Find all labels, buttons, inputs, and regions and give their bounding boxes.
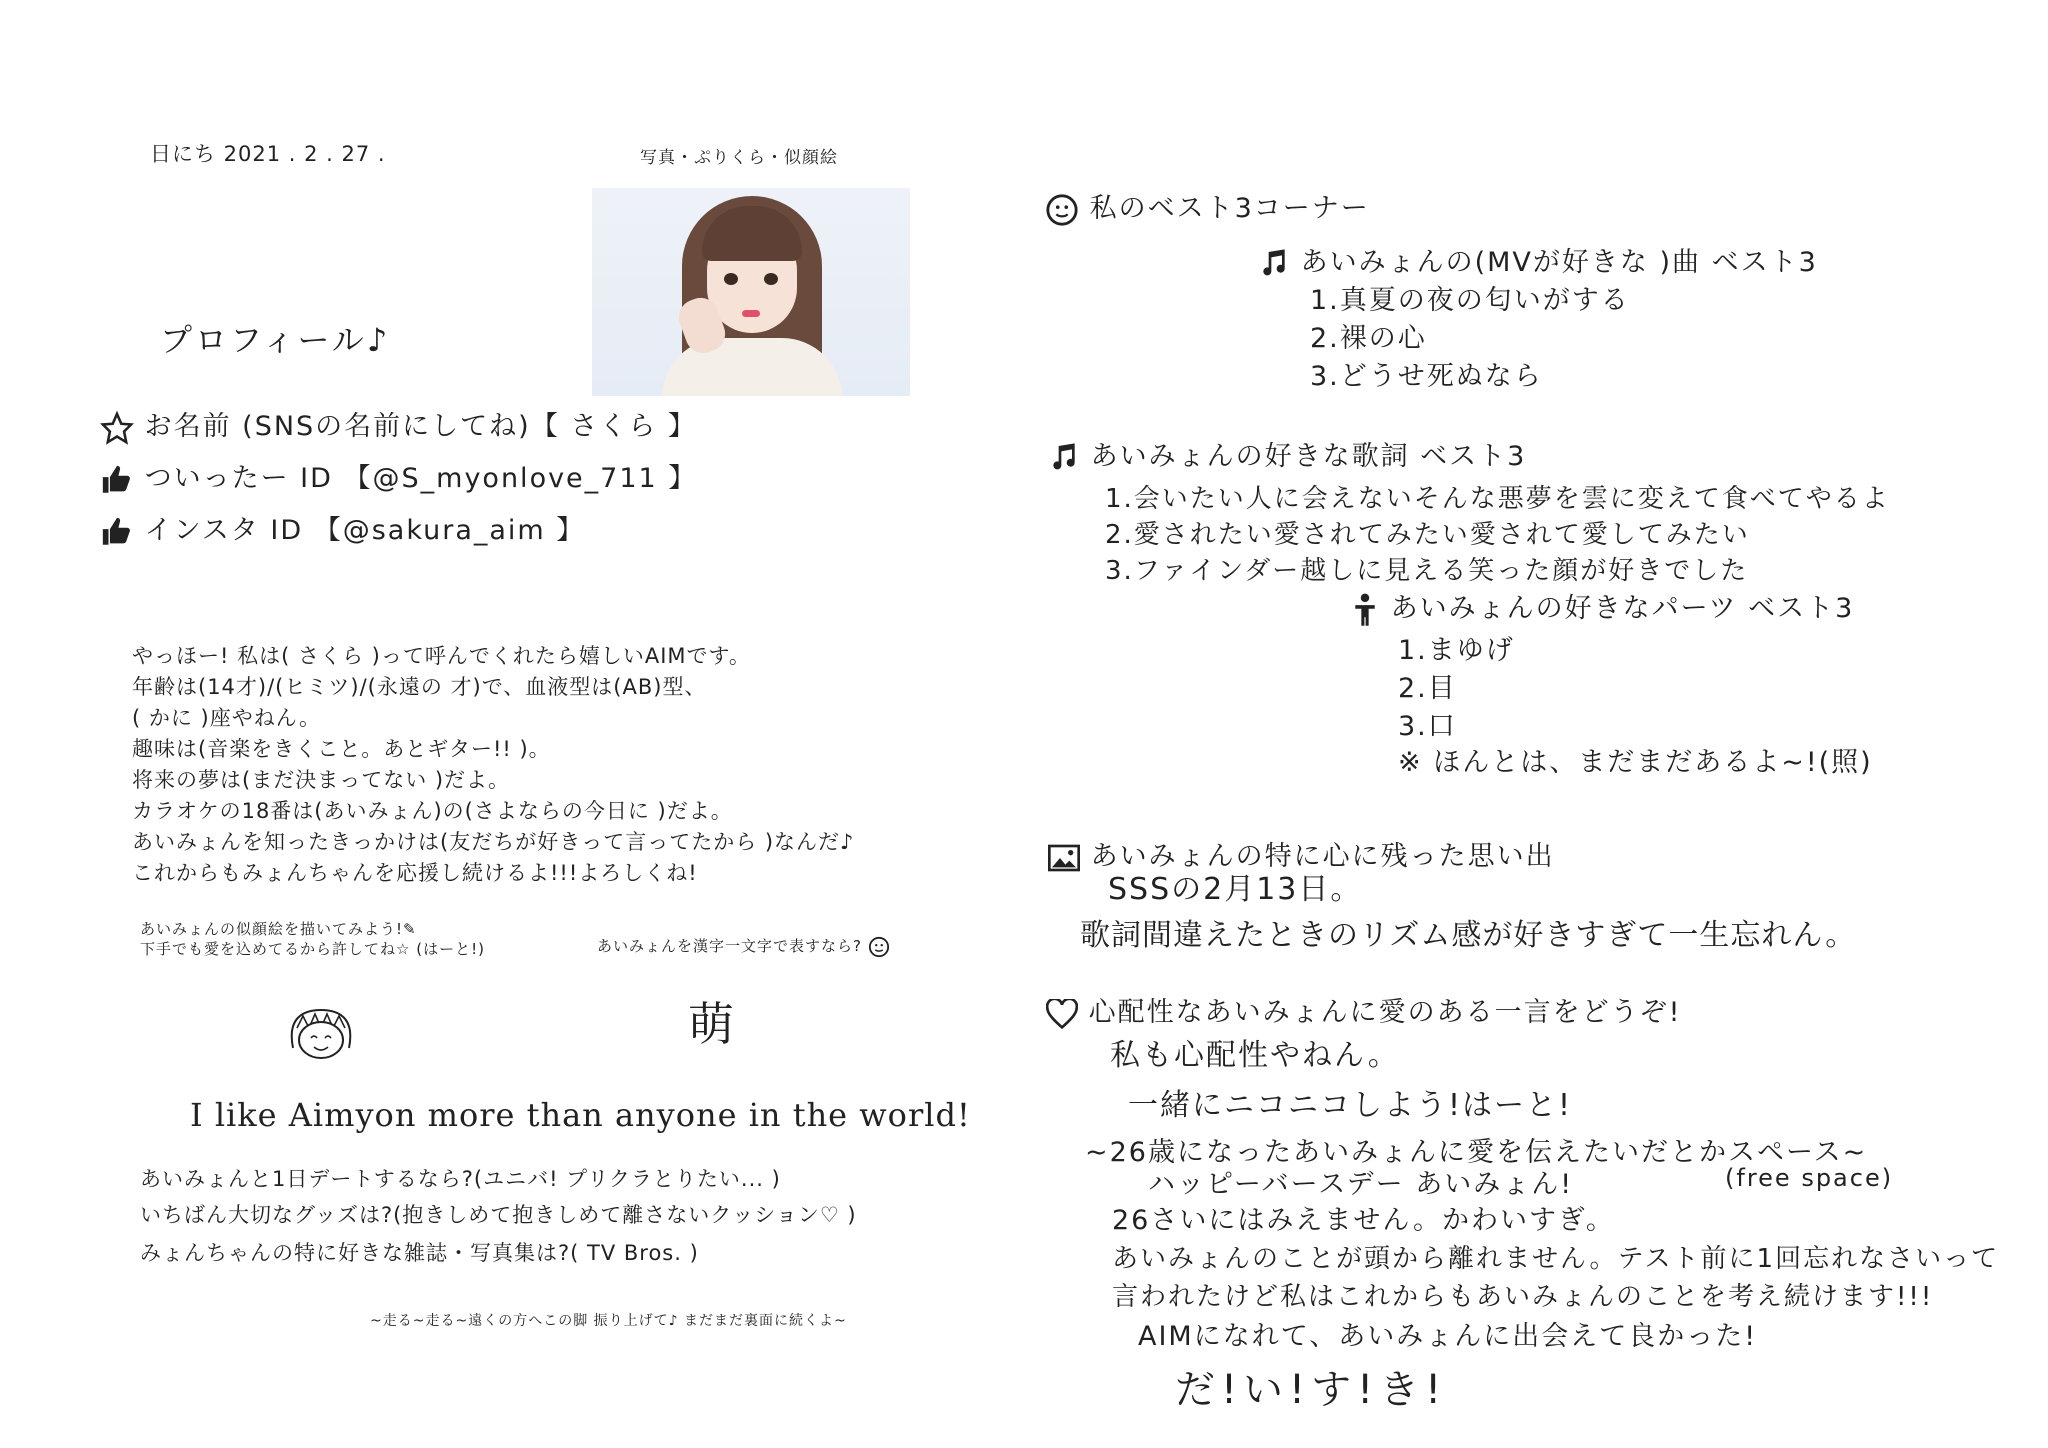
best3-title-row [1045, 186, 1370, 227]
intro-line-8: これからもみょんちゃんを応援し続けるよ!!!よろしくね! [132, 861, 698, 885]
name-row [100, 404, 697, 445]
message-line-2: 一緒にニコニコしよう!はーと! [1128, 1088, 1573, 1123]
birthday-line-6: だ!い!す!き! [1175, 1367, 1448, 1413]
footer-lyric: ~走る~走る~遠くの方へこの脚 振り上げて♪ まだまだ裏面に続くよ~ [370, 1313, 847, 1329]
part-1: 1.まゆげ [1398, 635, 1515, 666]
twitter-row [100, 456, 697, 497]
photo-label: 写真・ぷりくら・似顔絵 [640, 148, 838, 168]
birthday-line-4: 言われたけど私はこれからもあいみょんのことを考え続けます!!! [1112, 1282, 1934, 1312]
profile-photo [592, 188, 910, 396]
free-space-label: (free space) [1725, 1164, 1894, 1192]
intro-line-5: 将来の夢は(まだ決まってない )だよ。 [132, 768, 511, 792]
memory-line-1: SSSの2月13日。 [1108, 872, 1363, 907]
best3-title: 私のベスト3コーナー [1089, 193, 1370, 224]
drawing-prompt-1: あいみょんの似顔絵を描いてみよう!✎ [140, 920, 417, 938]
intro-line-2: 年齢は(14才)/(ヒミツ)/(永遠の 才)で、血液型は(AB)型、 [132, 675, 707, 699]
songs-title-row [1258, 240, 1818, 280]
smiley-icon [868, 936, 890, 958]
parts-note: ※ ほんとは、まだまだあるよ~!(照) [1398, 747, 1873, 778]
insta-row-text: インスタ ID 【@sakura_aim 】 [144, 515, 586, 546]
message-title: 心配性なあいみょんに愛のある一言をどうぞ! [1088, 997, 1682, 1028]
thumbs-up-icon [100, 463, 134, 497]
lyric-3: 3.ファインダー越しに見える笑った顔が好きでした [1105, 556, 1749, 586]
song-3: 3.どうせ死ぬなら [1310, 361, 1543, 392]
lyric-2: 2.愛されたい愛されてみたい愛されて愛してみたい [1105, 520, 1750, 550]
memory-title: あいみょんの特に心に残った思い出 [1090, 841, 1555, 872]
song-2: 2.裸の心 [1310, 323, 1427, 354]
part-2: 2.目 [1398, 673, 1457, 704]
parts-title: あいみょんの好きなパーツ ベスト3 [1390, 593, 1855, 624]
lyrics-title-row [1048, 434, 1526, 474]
part-3: 3.口 [1398, 711, 1457, 742]
star-icon [100, 411, 134, 445]
lyric-1: 1.会いたい人に会えないそんな悪夢を雲に変えて食べてやるよ [1105, 484, 1890, 514]
name-row-text: お名前 (SNSの名前にしてね)【 さくら 】 [144, 411, 697, 442]
aimyon-doodle [283, 1008, 359, 1064]
music-note-icon [1048, 442, 1080, 474]
kanji-answer: 萌 [688, 997, 734, 1051]
birthday-title: ~26歳になったあいみょんに愛を伝えたいだとかスペース~ [1085, 1137, 1868, 1168]
lyrics-title: あいみょんの好きな歌詞 ベスト3 [1090, 441, 1527, 472]
person-icon [1350, 593, 1380, 627]
message-line-1: 私も心配性やねん。 [1110, 1038, 1400, 1073]
question-goods: いちばん大切なグッズは?(抱きしめて抱きしめて離さないクッション♡ ) [140, 1203, 857, 1227]
insta-row [100, 508, 585, 549]
songs-title: あいみょんの(MVが好きな )曲 ベスト3 [1300, 247, 1818, 278]
message-title-row [1046, 990, 1681, 1029]
birthday-line-2: 26さいにはみえません。かわいすぎ。 [1112, 1205, 1615, 1236]
memory-line-2: 歌詞間違えたときのリズム感が好きすぎて一生忘れん。 [1080, 918, 1857, 953]
smiley-icon [1045, 193, 1079, 227]
intro-line-6: カラオケの18番は(あいみょん)の(さよならの今日に )だよ。 [132, 799, 733, 823]
intro-line-3: ( かに )座やねん。 [132, 706, 321, 730]
english-line: I like Aimyon more than anyone in the world! [190, 1096, 971, 1134]
intro-line-7: あいみょんを知ったきっかけは(友だちが好きって言ってたから )なんだ♪ [132, 830, 855, 854]
thumbs-up-icon [100, 515, 134, 549]
twitter-row-text: ついったー ID 【@S_myonlove_711 】 [144, 463, 698, 494]
question-date: あいみょんと1日デートするなら?(ユニバ! プリクラとりたい... ) [140, 1167, 781, 1191]
profile-title: プロフィール♪ [160, 321, 391, 359]
intro-line-1: やっほー! 私は( さくら )って呼んでくれたら嬉しいAIMです。 [132, 644, 751, 668]
birthday-line-1: ハッピーバースデー あいみょん! [1148, 1169, 1574, 1200]
image-icon [1048, 844, 1080, 872]
kanji-prompt-text: あいみょんを漢字一文字で表すなら? [597, 937, 862, 955]
song-1: 1.真夏の夜の匂いがする [1310, 285, 1630, 316]
intro-line-4: 趣味は(音楽をきくこと。あとギター!! )。 [132, 737, 551, 761]
birthday-line-5: AIMになれて、あいみょんに出会えて良かった! [1138, 1321, 1758, 1352]
birthday-line-3: あいみょんのことが頭から離れません。テスト前に1回忘れなさいって [1112, 1244, 2000, 1274]
date: 日にち 2021 . 2 . 27 . [150, 142, 386, 166]
drawing-prompt-2: 下手でも愛を込めてるから許してね☆ (はーと!) [140, 940, 485, 958]
heart-icon [1046, 999, 1078, 1029]
question-magazine: みょんちゃんの特に好きな雑誌・写真集は?( TV Bros. ) [140, 1241, 699, 1265]
music-note-icon [1258, 248, 1290, 280]
kanji-prompt [597, 935, 890, 958]
parts-title-row [1350, 586, 1854, 627]
